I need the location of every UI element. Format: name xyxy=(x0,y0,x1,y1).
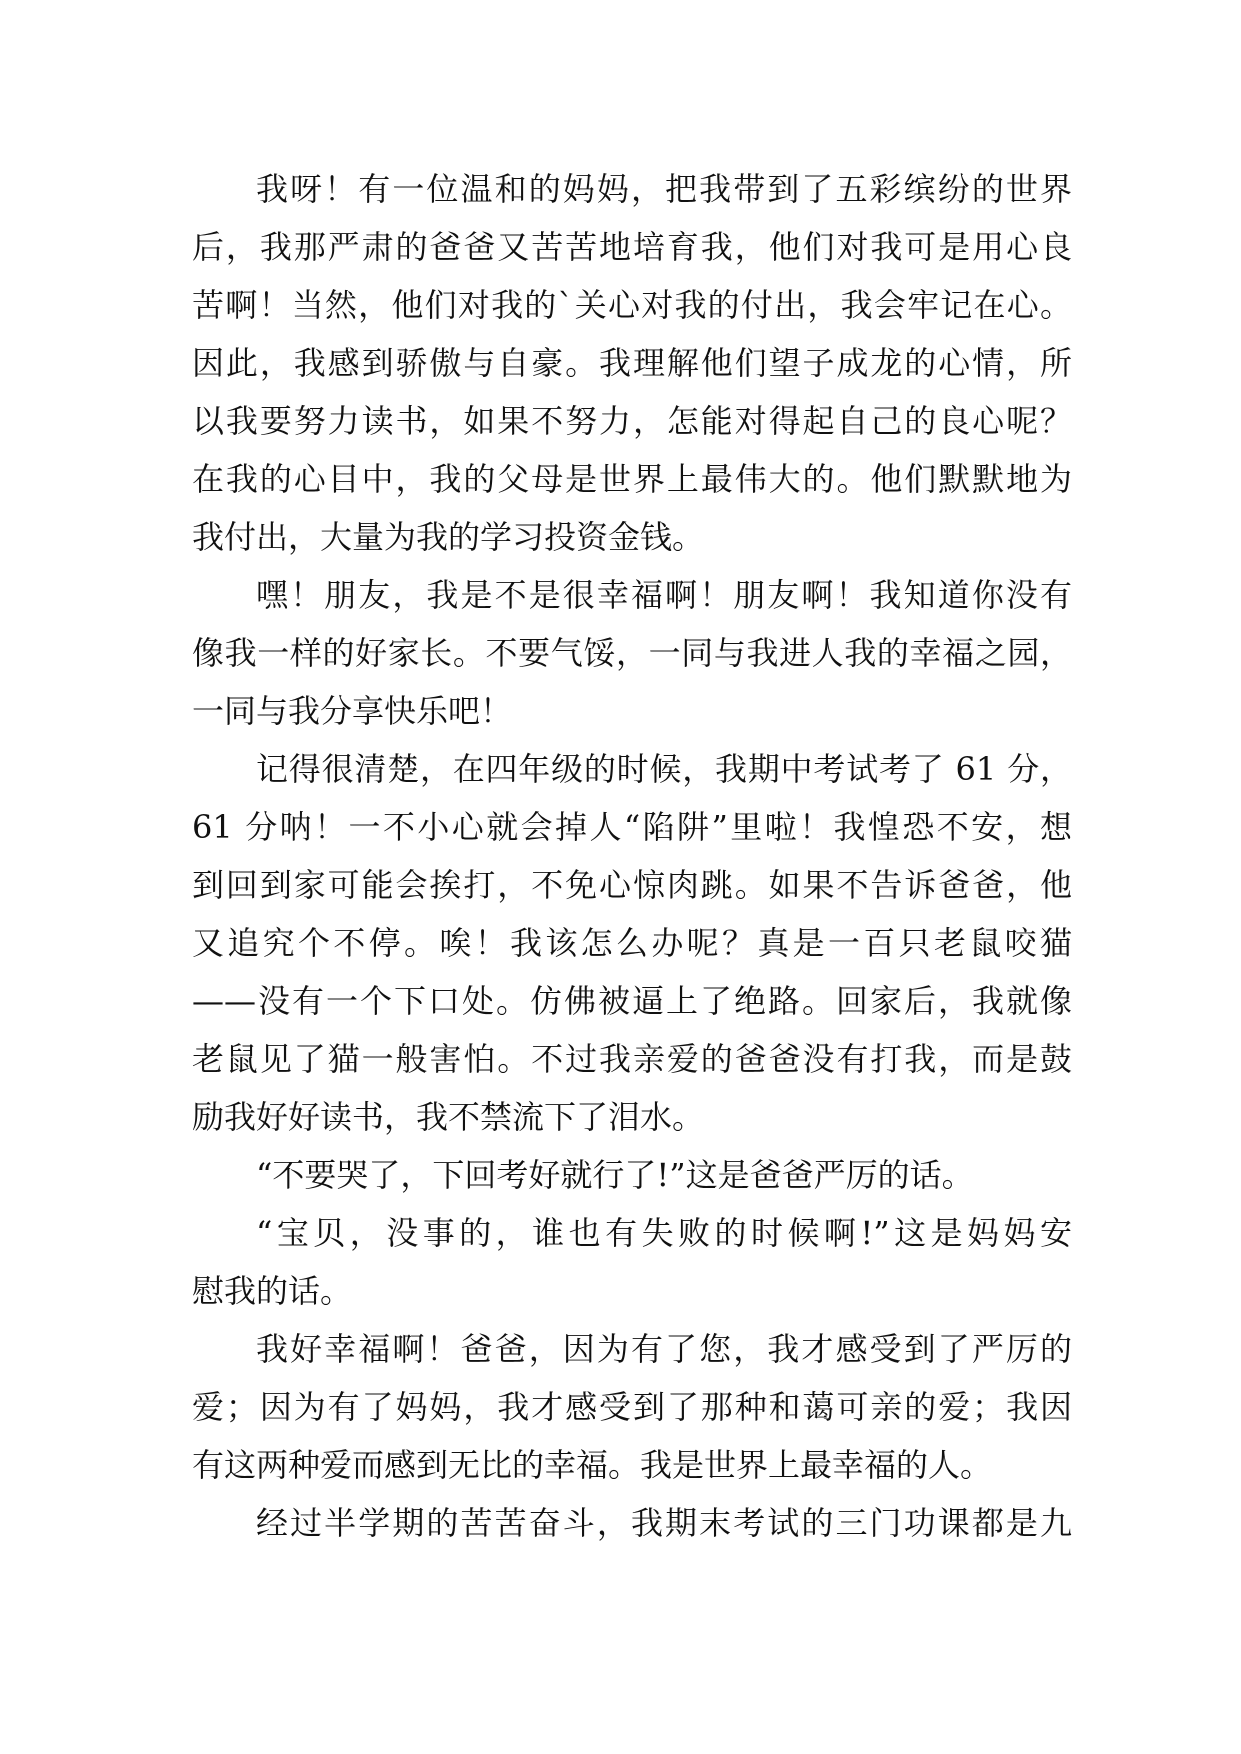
text-line: 励我好好读书，我不禁流下了泪水。 xyxy=(192,1098,705,1136)
text-line: 我呀！有一位温和的妈妈，把我带到了五彩缤纷的世界 xyxy=(256,170,1072,208)
text-line: 苦啊！当然，他们对我的`关心对我的付出，我会牢记在心。 xyxy=(192,286,1072,324)
text-line: 一同与我分享快乐吧！ xyxy=(192,692,513,730)
text-line: 以我要努力读书，如果不努力，怎能对得起自己的良心呢？ xyxy=(192,402,1072,440)
text-line: 经过半学期的苦苦奋斗，我期末考试的三门功课都是九 xyxy=(256,1504,1072,1542)
text-line: “宝贝，没事的，谁也有失败的时候啊!”这是妈妈安 xyxy=(256,1214,1072,1252)
text-line: 嘿！朋友，我是不是很幸福啊！朋友啊！我知道你没有 xyxy=(256,576,1072,614)
text-line: 到回到家可能会挨打，不免心惊肉跳。如果不告诉爸爸，他 xyxy=(192,866,1072,904)
text-line: 61 分呐！一不小心就会掉人“陷阱”里啦！我惶恐不安，想 xyxy=(192,808,1072,846)
text-line: 慰我的话。 xyxy=(192,1272,353,1310)
text-line: 因此，我感到骄傲与自豪。我理解他们望子成龙的心情，所 xyxy=(192,344,1072,382)
text-line: 后，我那严肃的爸爸又苦苦地培育我，他们对我可是用心良 xyxy=(192,228,1072,266)
text-line: 在我的心目中，我的父母是世界上最伟大的。他们默默地为 xyxy=(192,460,1072,498)
text-line: 有这两种爱而感到无比的幸福。我是世界上最幸福的人。 xyxy=(192,1446,993,1484)
text-line: “不要哭了，下回考好就行了!”这是爸爸严厉的话。 xyxy=(256,1156,974,1194)
text-line: 记得很清楚，在四年级的时候，我期中考试考了 61 分， xyxy=(256,750,1072,788)
text-line: 爱；因为有了妈妈，我才感受到了那种和蔼可亲的爱；我因 xyxy=(192,1388,1072,1426)
text-line: 我好幸福啊！爸爸，因为有了您，我才感受到了严厉的 xyxy=(256,1330,1072,1368)
text-line: 又追究个不停。唉！我该怎么办呢？真是一百只老鼠咬猫 xyxy=(192,924,1072,962)
text-line: 老鼠见了猫一般害怕。不过我亲爱的爸爸没有打我，而是鼓 xyxy=(192,1040,1072,1078)
text-line: ——没有一个下口处。仿佛被逼上了绝路。回家后，我就像 xyxy=(192,982,1072,1020)
body-text xyxy=(192,160,1072,1552)
text-line: 我付出，大量为我的学习投资金钱。 xyxy=(192,518,705,556)
text-line: 像我一样的好家长。不要气馁，一同与我进人我的幸福之园， xyxy=(192,634,1072,672)
